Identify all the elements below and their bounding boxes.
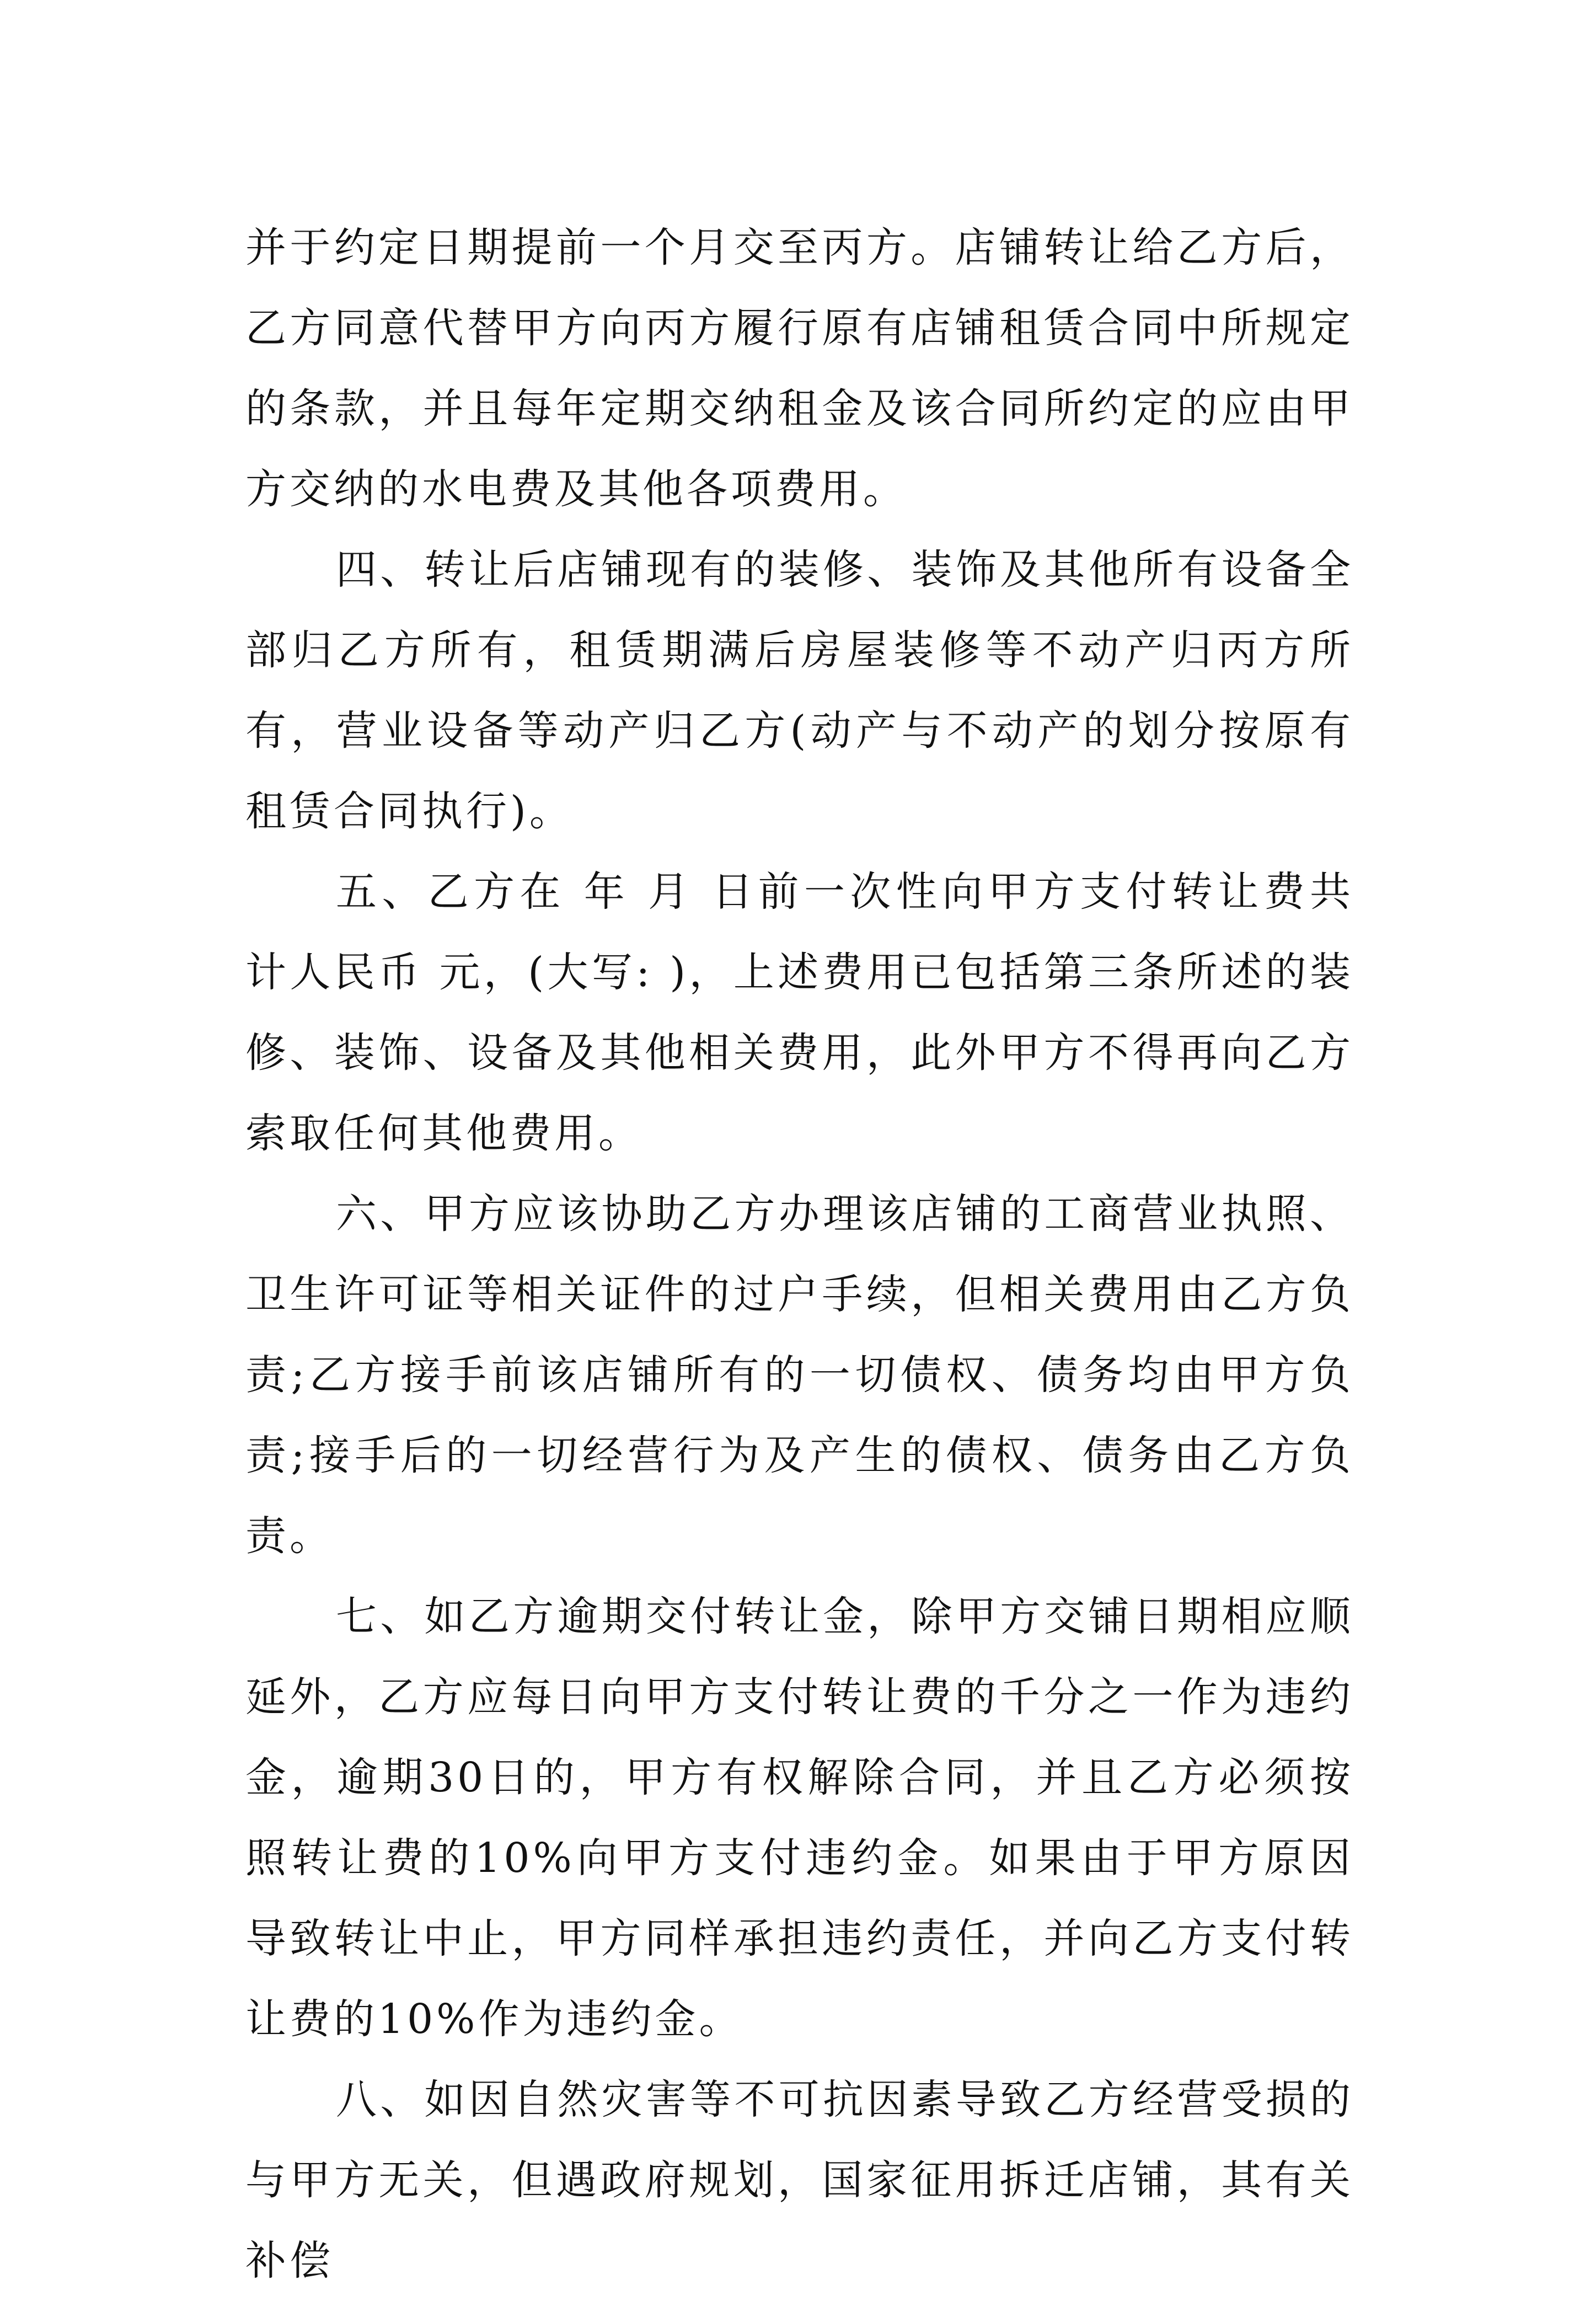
- paragraph-clause-5: 五、乙方在 年 月 日前一次性向甲方支付转让费共计人民币 元，(大写: )，上述费用已包括第三条所述的装修、装饰、设备及其他相关费用，此外甲方不得再向乙方索取任何其他费用。: [245, 868, 1354, 1157]
- paragraph-clause-4: 四、转让后店铺现有的装修、装饰及其他所有设备全部归乙方所有，租赁期满后房屋装修等不动产归丙方所有，营业设备等动产归乙方(动产与不动产的划分按原有租赁合同执行)。: [245, 546, 1354, 835]
- contract-body: [245, 207, 1354, 2301]
- paragraph-clause-7: 七、如乙方逾期交付转让金，除甲方交铺日期相应顺延外，乙方应每日向甲方支付转让费的千分之一作为违约金，逾期30日的，甲方有权解除合同，并且乙方必须按照转让费的10%向甲方支付违约金。如果由于甲方原因导致转让中止，甲方同样承担违约责任，并向乙方支付转让费的10%作为违约金。: [245, 1593, 1354, 2043]
- paragraph-clause-8: 八、如因自然灾害等不可抗因素导致乙方经营受损的与甲方无关，但遇政府规划，国家征用拆迁店铺，其有关补偿: [245, 2076, 1354, 2284]
- paragraph-clause-6: 六、甲方应该协助乙方办理该店铺的工商营业执照、卫生许可证等相关证件的过户手续，但相关费用由乙方负责;乙方接手前该店铺所有的一切债权、债务均由甲方负责;接手后的一切经营行为及产生的债权、债务由乙方负责。: [245, 1190, 1354, 1560]
- paragraph-continuation: 并于约定日期提前一个月交至丙方。店铺转让给乙方后，乙方同意代替甲方向丙方履行原有店铺租赁合同中所规定的条款，并且每年定期交纳租金及该合同所约定的应由甲方交纳的水电费及其他各项费用。: [245, 224, 1354, 513]
